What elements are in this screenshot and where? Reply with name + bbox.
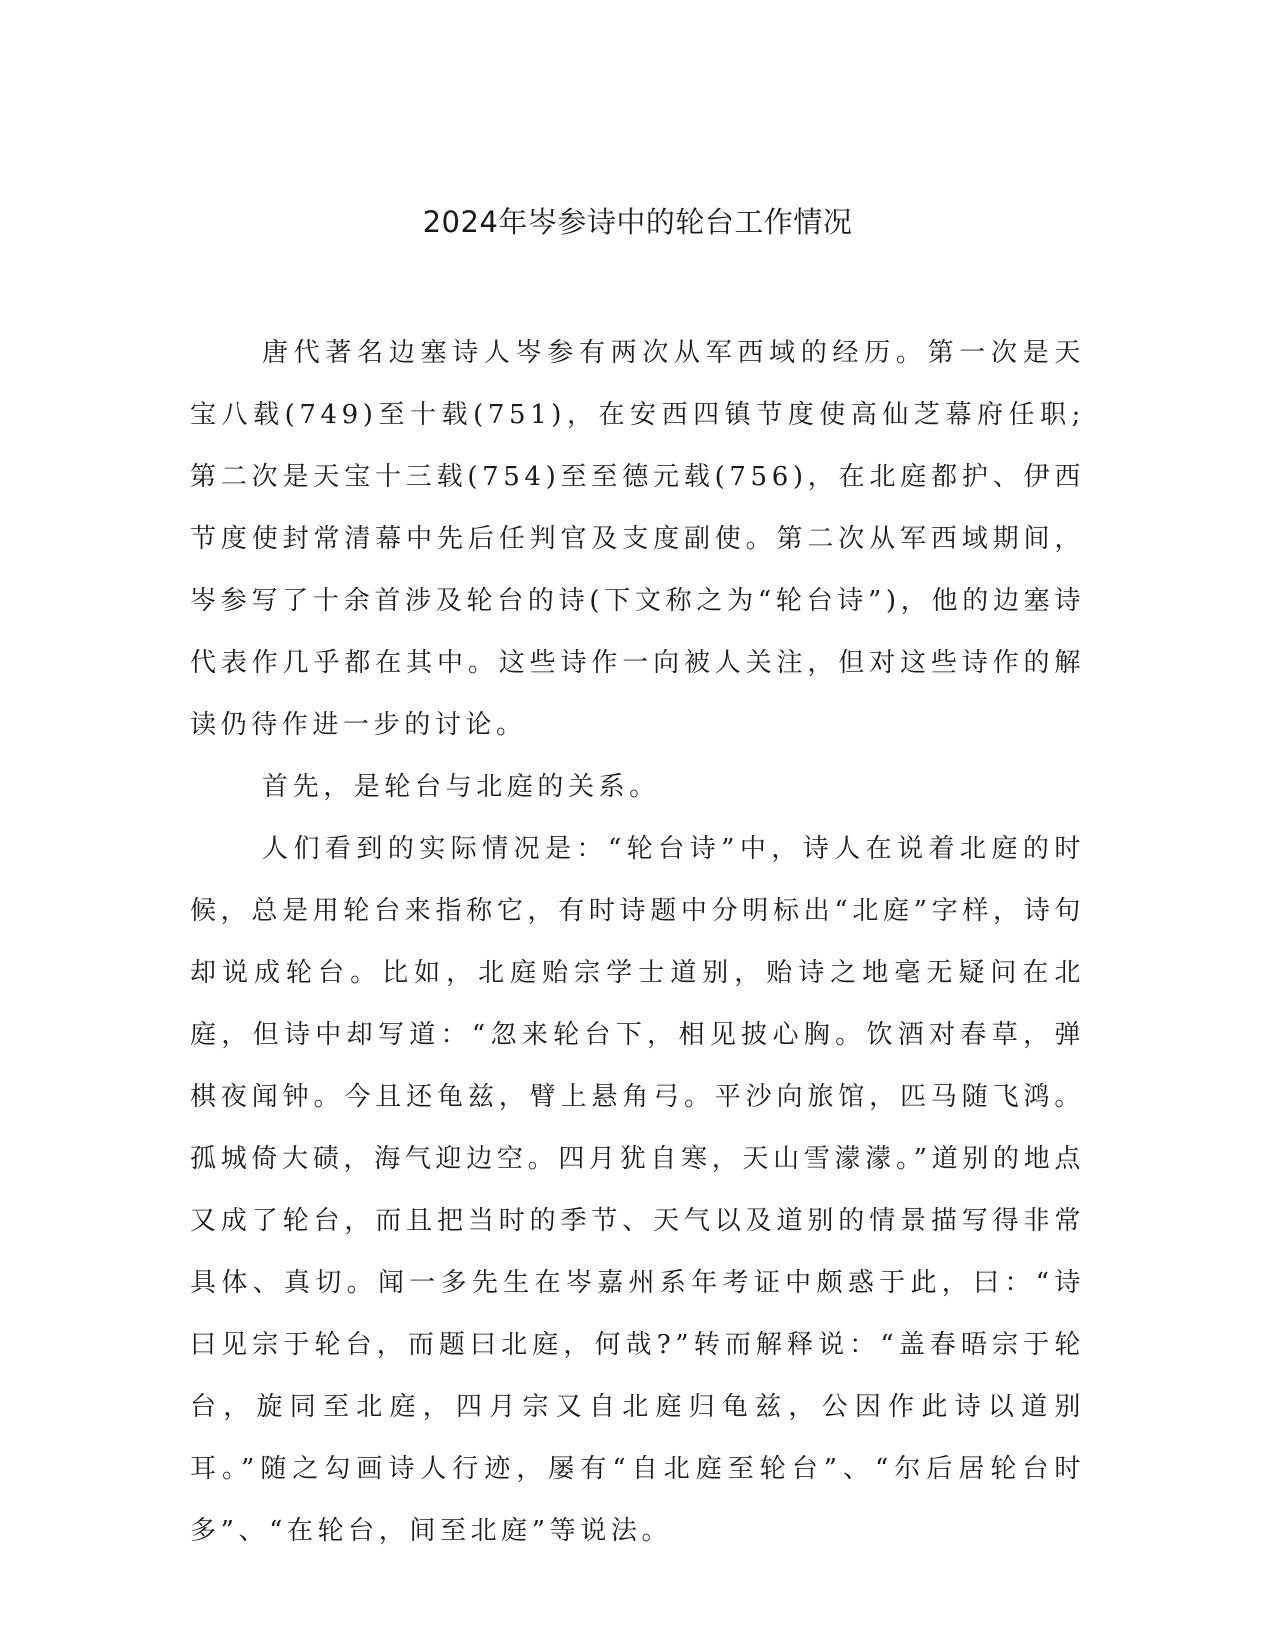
paragraph-2: 首先，是轮台与北庭的关系。 xyxy=(262,772,660,802)
document-title: 2024年岑参诗中的轮台工作情况 xyxy=(422,205,853,239)
paragraph-3: 人们看到的实际情况是：“轮台诗”中，诗人在说着北庭的时候，总是用轮台来指称它，有时诗题中分明标出“北庭”字样，诗句却说成轮台。比如，北庭贻宗学士道别，贻诗之地毫无疑问在北庭，但诗中却写道：“忽来轮台下，相见披心胸。饮酒对春草，弹棋夜闻钟。今且还龟兹，臂上悬角弓。平沙向旅馆，匹马随飞鸿。孤城倚大碛，海气迎边空。四月犹自寒，天山雪濛濛。”道别的地点又成了轮台，而且把当时的季节、天气以及道别的情景描写得非常具体、真切。闻一多先生在岑嘉州系年考证中颇惑于此，曰：“诗曰见宗于轮台，而题曰北庭，何哉?”转而解释说：“盖春晤宗于轮台，旋同至北庭，四月宗又自北庭归龟兹，公因作此诗以道别耳。”随之勾画诗人行迹，屡有“自北庭至轮台”、“尔后居轮台时多”、“在轮台，间至北庭”等说法。 xyxy=(190,834,1085,1546)
document-body xyxy=(190,322,1085,1562)
paragraph-1: 唐代著名边塞诗人岑参有两次从军西域的经历。第一次是天宝八载(749)至十载(751)，在安西四镇节度使高仙芝幕府任职;第二次是天宝十三载(754)至至德元载(756)，在北庭都护、伊西节度使封常清幕中先后任判官及支度副使。第二次从军西域期间，岑参写了十余首涉及轮台的诗(下文称之为“轮台诗”)，他的边塞诗代表作几乎都在其中。这些诗作一向被人关注，但对这些诗作的解读仍待作进一步的讨论。 xyxy=(190,338,1085,740)
